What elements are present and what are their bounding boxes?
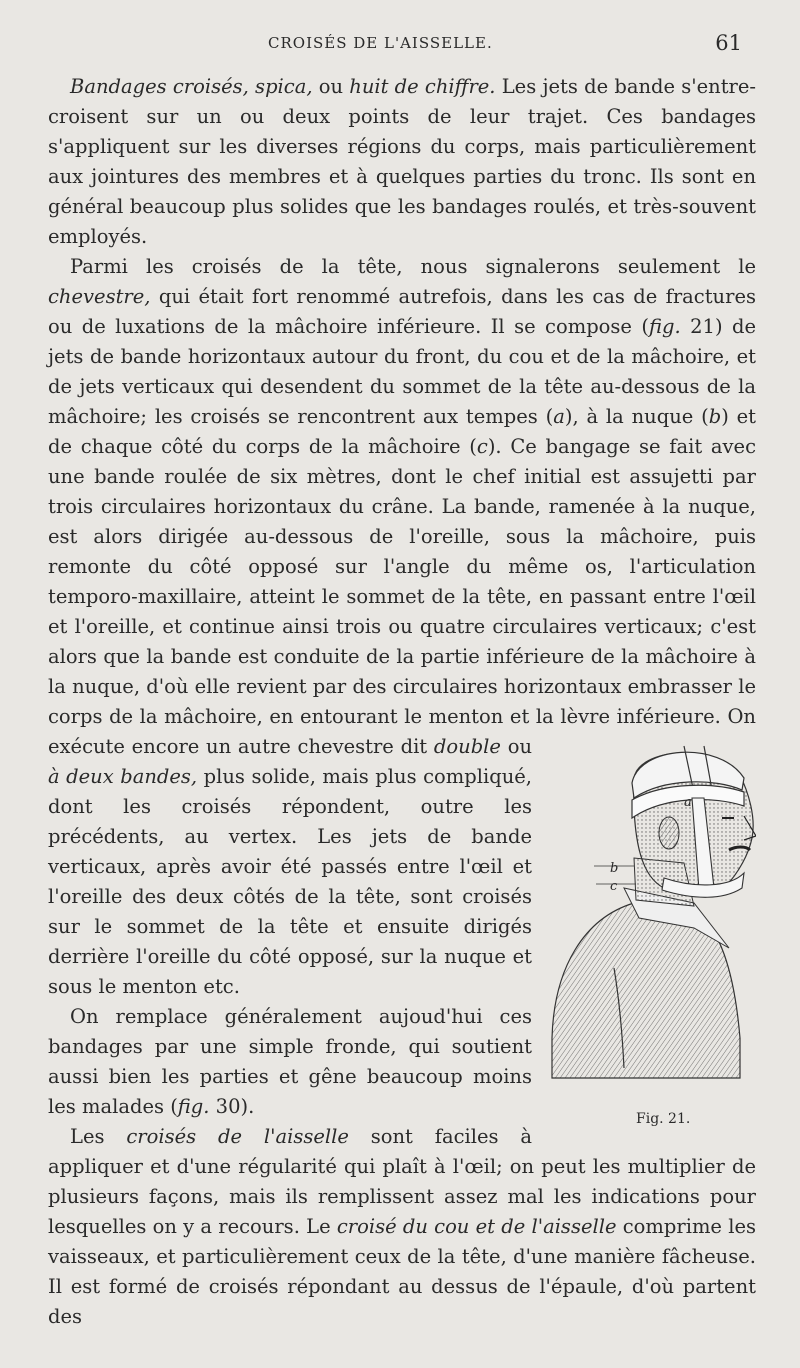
paragraph-croises-aisselle: Les croisés de l'aisselle sont faciles à appliquer et d'une régularité qui plaît à l'œil; on peut les multiplier de plusieurs façons, mais ils remplissent assez mal les indications pour lesquelles on y a recours. Le croisé du cou et de l'aisselle comprime les vaisseaux, et particulièrement ceux de la tête, d'une manière fâcheuse. Il est formé de croisés répondant au dessus de l'épaule, d'où partent des xyxy=(48,1125,756,1328)
figure-label-b: b xyxy=(610,861,619,876)
paragraph-chevestre: Parmi les croisés de la tête, nous signalerons seulement le chevestre, qui était fort renommé autrefois, dans les cas de fractures ou de luxations de la mâchoire inférieure. Il se compose (fig. 21) de jets de bande horizontaux autour du front, du cou et de la mâchoire, et de jets verticaux qui desendent du sommet de la tête au-dessous de la mâchoire; les croisés se rencontrent aux tempes (a), à la nuque (b) et de chaque côté du corps de la mâchoire (c). Ce bangage se fait avec une bande roulée de six mètres, dont le chef initial est assujetti par trois circulaires horizontaux du crâne. La bande, ramenée à la nuque, est alors dirigée au-dessous de l'oreille, sous la mâchoire, puis remonte du côté opposé sur l'angle du même os, l'articulation temporo-maxillaire, atteint le sommet de la tête, en passant entre l'œil et l'oreille, et continue ainsi trois ou quatre circulaires verticaux; c'est alors que la bande est conduite de la partie inférieure de la mâchoire à la nuque, d'où elle revient par des circulaires horizontaux embrasser le corps de la mâchoire, en entourant le menton et la lèvre inférieure. On exécute encore un autre chevestre dit a b c Fig. 21. double ou à deux bandes, plus solide, mais plus compliqué, dont les croisés répondent, outre les précédents, au vertex. Les jets de bande verticaux, après avoir été passés entre l'œil et l'oreille des deux côtés de la tête, sont croisés sur le sommet de la tête et ensuite dirigés derrière l'oreille du côté opposé, sur la nuque et sous le menton etc. xyxy=(48,252,756,1002)
figure-label-c: c xyxy=(610,879,618,894)
chevestre-illustration xyxy=(544,738,756,1098)
paragraph-bandages-croises: Bandages croisés, spica, ou huit de chiffre. Les jets de bande s'entre-croisent sur un ou deux points de leur trajet. Ces bandages s'appliquent sur les diverses régions du corps, mais particulièrement aux jointures des membres et à quelques parties du tronc. Ils sont en général beaucoup plus solides que les bandages roulés, et très-souvent employés. xyxy=(48,75,756,248)
paragraph-fronde: On remplace généralement aujoud'hui ces bandages par une simple fronde, qui soutient aussi bien les parties et gêne beaucoup moins les malades (fig. 30). xyxy=(48,1005,532,1118)
running-title: CROISÉS DE L'AISSELLE. xyxy=(268,34,493,52)
figure-caption: Fig. 21. xyxy=(636,1111,691,1127)
page-body xyxy=(48,72,756,1332)
figure-21 xyxy=(544,738,756,1138)
figure-label-a: a xyxy=(684,795,692,810)
page-number: 61 xyxy=(715,31,742,55)
